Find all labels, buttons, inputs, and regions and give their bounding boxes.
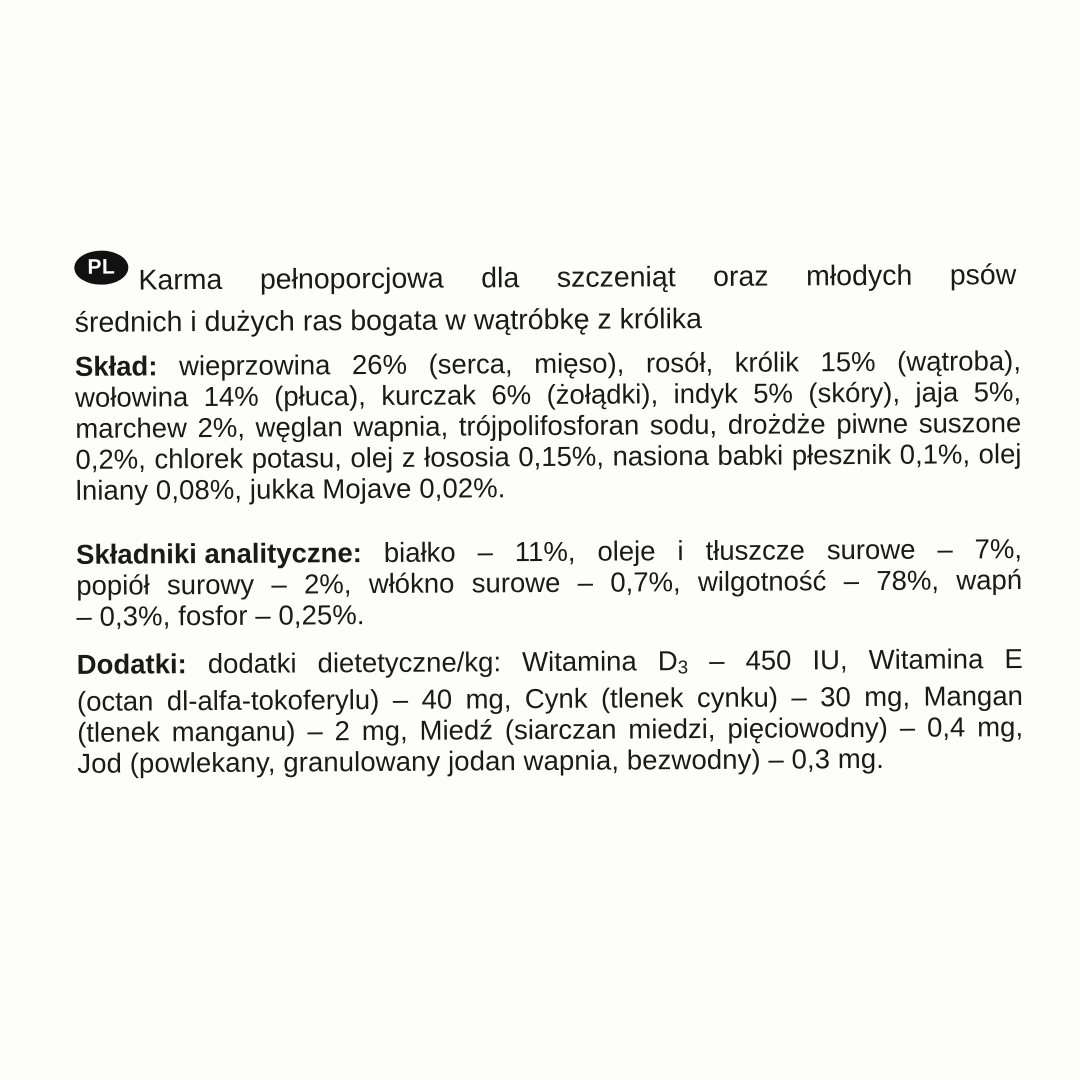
text-token: Mangan	[923, 680, 1023, 713]
text-token: chlorek	[154, 442, 244, 475]
text-token: wapń	[956, 564, 1023, 596]
composition-line-5: lniany 0,08%, jukka Mojave 0,02%.	[75, 472, 506, 506]
text-token: 2%,	[303, 568, 352, 600]
text-token: 2%,	[197, 411, 246, 444]
text-token: trójpolifosforan	[458, 409, 640, 442]
text-token: (płuca),	[274, 380, 366, 412]
text-token: mg,	[977, 711, 1024, 743]
text-token: 0,1%,	[899, 438, 971, 470]
text-token: olej	[978, 438, 1022, 470]
text-token: surowy	[166, 568, 255, 601]
text-token: –	[937, 533, 953, 565]
text-token: dodatki	[207, 647, 297, 680]
text-token: kurczak	[381, 379, 477, 411]
text-token: 0,15%,	[518, 440, 605, 473]
text-token: (tlenek	[77, 716, 160, 749]
text-token: królik	[734, 346, 800, 378]
text-token: Cynk	[524, 683, 588, 715]
text-token: E	[1004, 643, 1023, 675]
text-token: (skóry),	[808, 376, 901, 409]
text-token: Witamina	[868, 643, 984, 675]
text-token: –	[307, 715, 323, 747]
text-token: –	[271, 568, 287, 600]
additives-heading: Dodatki:	[76, 648, 187, 680]
text-token: jaja	[915, 376, 959, 408]
text-token: wieprzowina	[178, 349, 331, 382]
text-token: węglan	[255, 411, 343, 443]
text-token: (żołądki),	[546, 378, 659, 410]
text-token: Miedź	[419, 714, 494, 747]
additives-line-4: Jod (powlekany, granulowany jodan wapnia, bezwodny) – 0,3 mg.	[77, 743, 885, 780]
text-token: cynku)	[696, 681, 779, 714]
language-badge-label: PL	[87, 255, 116, 279]
text-token: sodu,	[649, 408, 718, 441]
text-token: psów	[949, 259, 1017, 292]
analytical-line-2	[76, 564, 1022, 601]
text-token: olej	[350, 441, 394, 474]
text-token: (wątroba),	[897, 345, 1022, 377]
language-badge-pl	[74, 251, 128, 285]
text-token: dla	[481, 262, 520, 295]
text-token: –	[577, 566, 594, 598]
text-token: 0,7%,	[610, 566, 681, 598]
text-token: 15%	[820, 345, 876, 378]
intro-paragraph	[138, 259, 1016, 297]
text-token: 11%,	[514, 535, 576, 568]
composition-heading: Skład:	[74, 350, 158, 382]
text-token: –	[899, 712, 916, 744]
text-token: 30	[820, 681, 851, 713]
text-token: potasu,	[251, 442, 342, 474]
text-token: łososia	[424, 441, 510, 473]
text-token: mg,	[864, 681, 911, 713]
text-token: wołowina	[75, 381, 189, 413]
composition-section	[75, 345, 1022, 506]
text-token: –	[477, 536, 493, 568]
text-token: białko	[383, 536, 456, 568]
text-token: pełnoporcjowa	[259, 262, 444, 296]
text-token: –	[791, 681, 807, 713]
text-token: mg,	[361, 715, 408, 747]
text-token: rosół,	[645, 346, 714, 379]
text-token: (octan	[76, 685, 154, 718]
analytical-line-3: – 0,3%, fosfor – 0,25%.	[76, 599, 365, 632]
text-token: –	[709, 644, 725, 676]
text-token: 0,4	[926, 711, 966, 743]
text-token: manganu)	[171, 715, 296, 748]
text-token: z	[401, 441, 416, 473]
composition-line-4	[75, 438, 1021, 475]
intro-line-2: średnich i dużych ras bogata w wątróbkę z królika	[74, 303, 703, 339]
analytical-section	[76, 533, 1023, 632]
text-token: mięso),	[534, 347, 625, 380]
text-token: 14%	[203, 380, 259, 413]
text-token: Witamina	[522, 645, 637, 678]
additives-line-1	[77, 643, 1023, 686]
text-token: 5%	[753, 377, 794, 409]
text-token: –	[392, 684, 409, 716]
text-token: 5%,	[973, 376, 1022, 408]
text-token: i	[677, 535, 684, 567]
text-token: mg,	[465, 683, 512, 715]
text-token: D3	[657, 645, 689, 678]
text-token: dietetyczne/kg:	[317, 646, 502, 679]
text-token: tłuszcze	[705, 534, 805, 566]
text-token: płesznik	[791, 438, 892, 471]
text-token: surowe	[826, 533, 916, 566]
text-token: pięciowodny)	[727, 712, 888, 745]
text-token: Karma	[138, 263, 223, 297]
text-token: suszone	[918, 407, 1022, 439]
text-token: wapnia,	[353, 410, 449, 443]
subscript: 3	[677, 656, 689, 678]
text-token: młodych	[806, 259, 913, 293]
text-token: indyk	[673, 377, 738, 410]
text-token: –	[843, 565, 860, 597]
text-token: 6%	[491, 379, 532, 411]
text-token: dl-alfa-tokoferylu)	[166, 684, 380, 717]
text-token: 78%,	[876, 564, 940, 596]
text-token: 450	[745, 644, 792, 676]
text-token: 7%,	[974, 533, 1023, 565]
text-token: 0,2%,	[75, 443, 146, 475]
text-token: (serca,	[428, 348, 513, 380]
text-token: 40	[421, 683, 453, 716]
text-token: piwne	[836, 407, 909, 440]
additives-section	[77, 643, 1024, 779]
text-token: (siarczan	[504, 713, 617, 746]
text-token: 26%	[351, 348, 408, 381]
text-token: drożdże	[727, 408, 826, 440]
text-token: szczeniąt	[556, 261, 676, 294]
text-token: surowe	[471, 566, 561, 599]
text-token: nasiona	[612, 439, 709, 472]
text-token: miedzi,	[628, 713, 716, 745]
text-token: wilgotność	[697, 565, 827, 598]
text-token: IU,	[812, 644, 848, 676]
text-token: oraz	[713, 260, 769, 293]
analytical-heading: Składniki analityczne:	[75, 537, 362, 570]
text-token: marchew	[75, 412, 187, 444]
text-token: 2	[334, 715, 351, 747]
text-token: oleje	[597, 535, 656, 567]
text-token: babki	[717, 439, 784, 471]
text-token: włókno	[368, 567, 455, 600]
text-token: (tlenek	[600, 682, 684, 714]
intro-line-1	[138, 259, 1016, 297]
text-token: popiół	[76, 569, 150, 601]
